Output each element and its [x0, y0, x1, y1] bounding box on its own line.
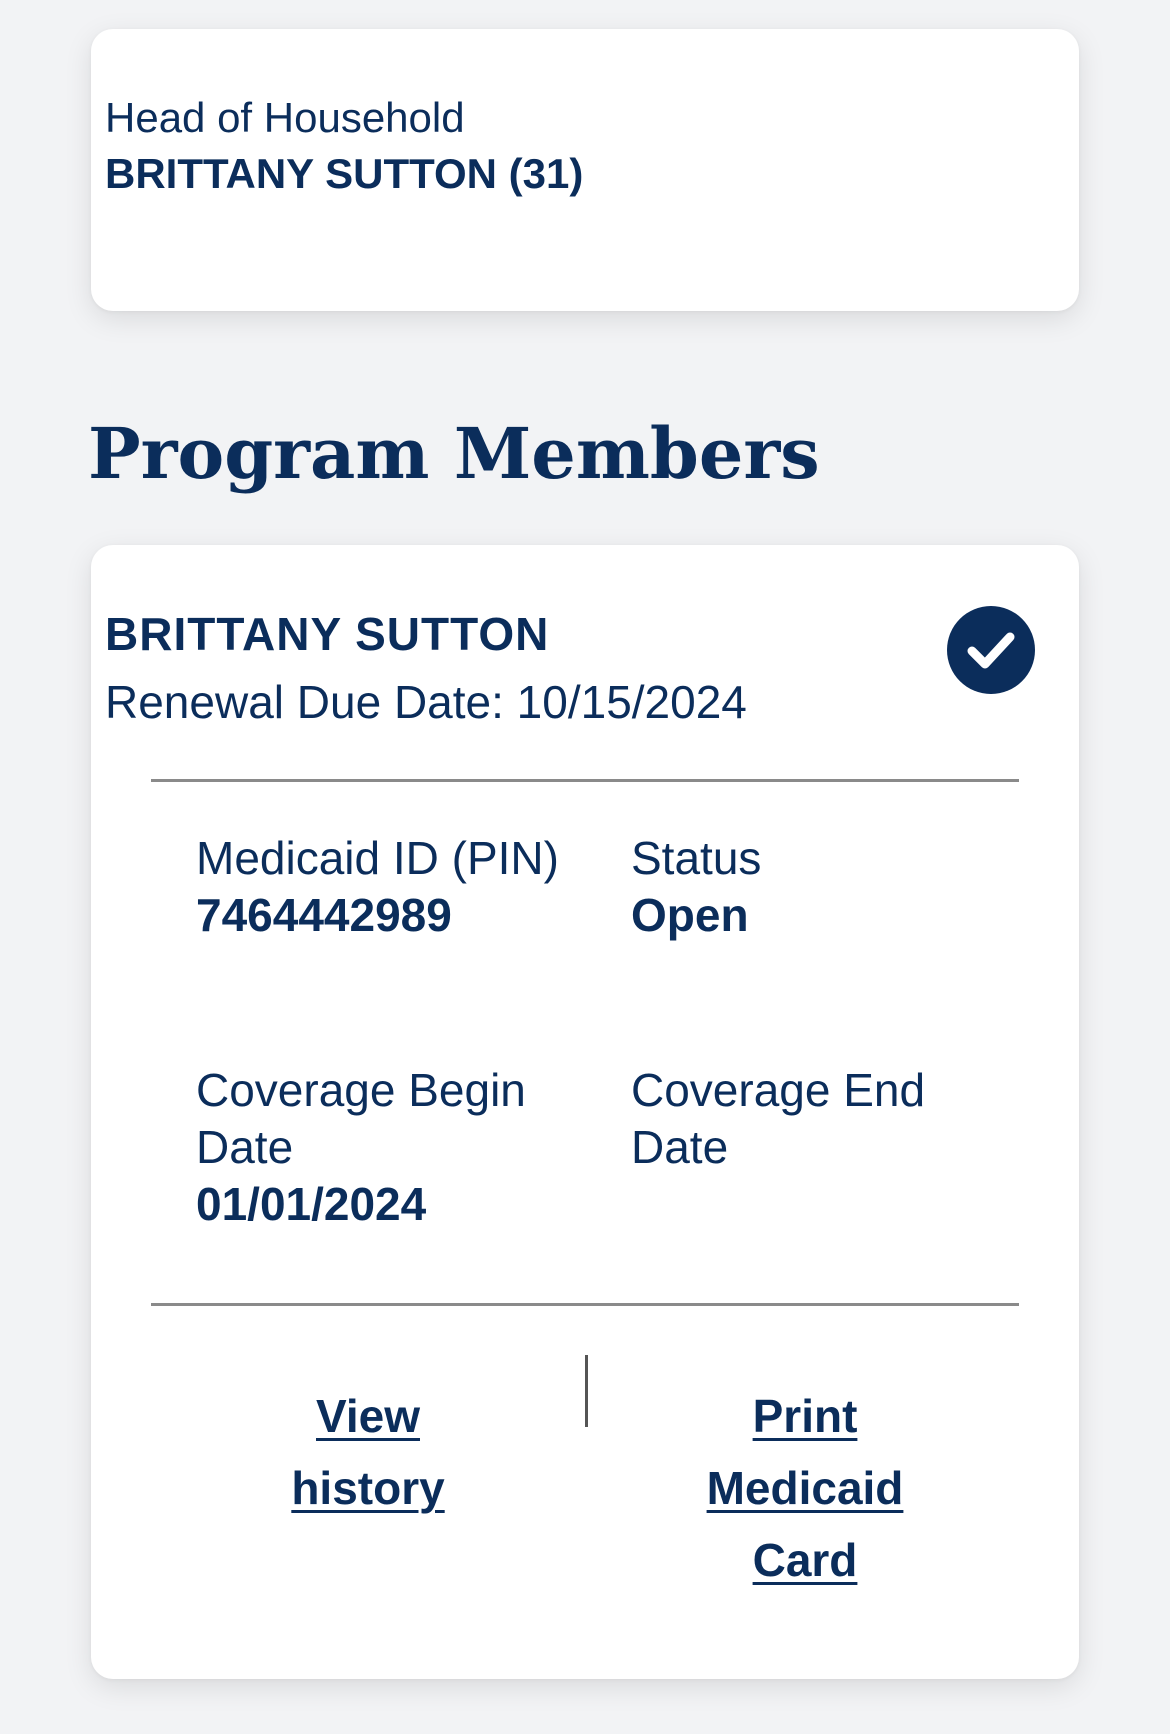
- print-medicaid-card-link[interactable]: Print Medicaid Card: [706, 1390, 904, 1586]
- member-name: BRITTANY SUTTON: [105, 608, 550, 660]
- member-divider-bottom: [151, 1303, 1019, 1306]
- renewal-due-date: Renewal Due Date: 10/15/2024: [105, 676, 747, 728]
- status-field: [631, 830, 991, 944]
- status-value: Open: [631, 889, 749, 941]
- medicaid-id-value: 7464442989: [196, 889, 452, 941]
- program-members-heading: Program Members: [88, 412, 820, 495]
- member-divider-top: [151, 779, 1019, 782]
- check-circle-icon: [947, 606, 1035, 694]
- head-of-household-name: BRITTANY SUTTON (31): [105, 150, 584, 197]
- coverage-end-field: [631, 1062, 1011, 1176]
- head-of-household-label: Head of Household: [105, 94, 465, 141]
- coverage-end-label: Coverage End Date: [631, 1064, 926, 1173]
- coverage-begin-label: Coverage Begin Date: [196, 1064, 526, 1173]
- coverage-begin-field: [196, 1062, 576, 1233]
- status-label: Status: [631, 832, 762, 884]
- coverage-begin-value: 01/01/2024: [196, 1178, 427, 1230]
- medicaid-id-field: [196, 830, 576, 944]
- medicaid-id-label: Medicaid ID (PIN): [196, 832, 559, 884]
- view-history-link[interactable]: View history: [291, 1390, 445, 1514]
- actions-separator: [585, 1355, 588, 1427]
